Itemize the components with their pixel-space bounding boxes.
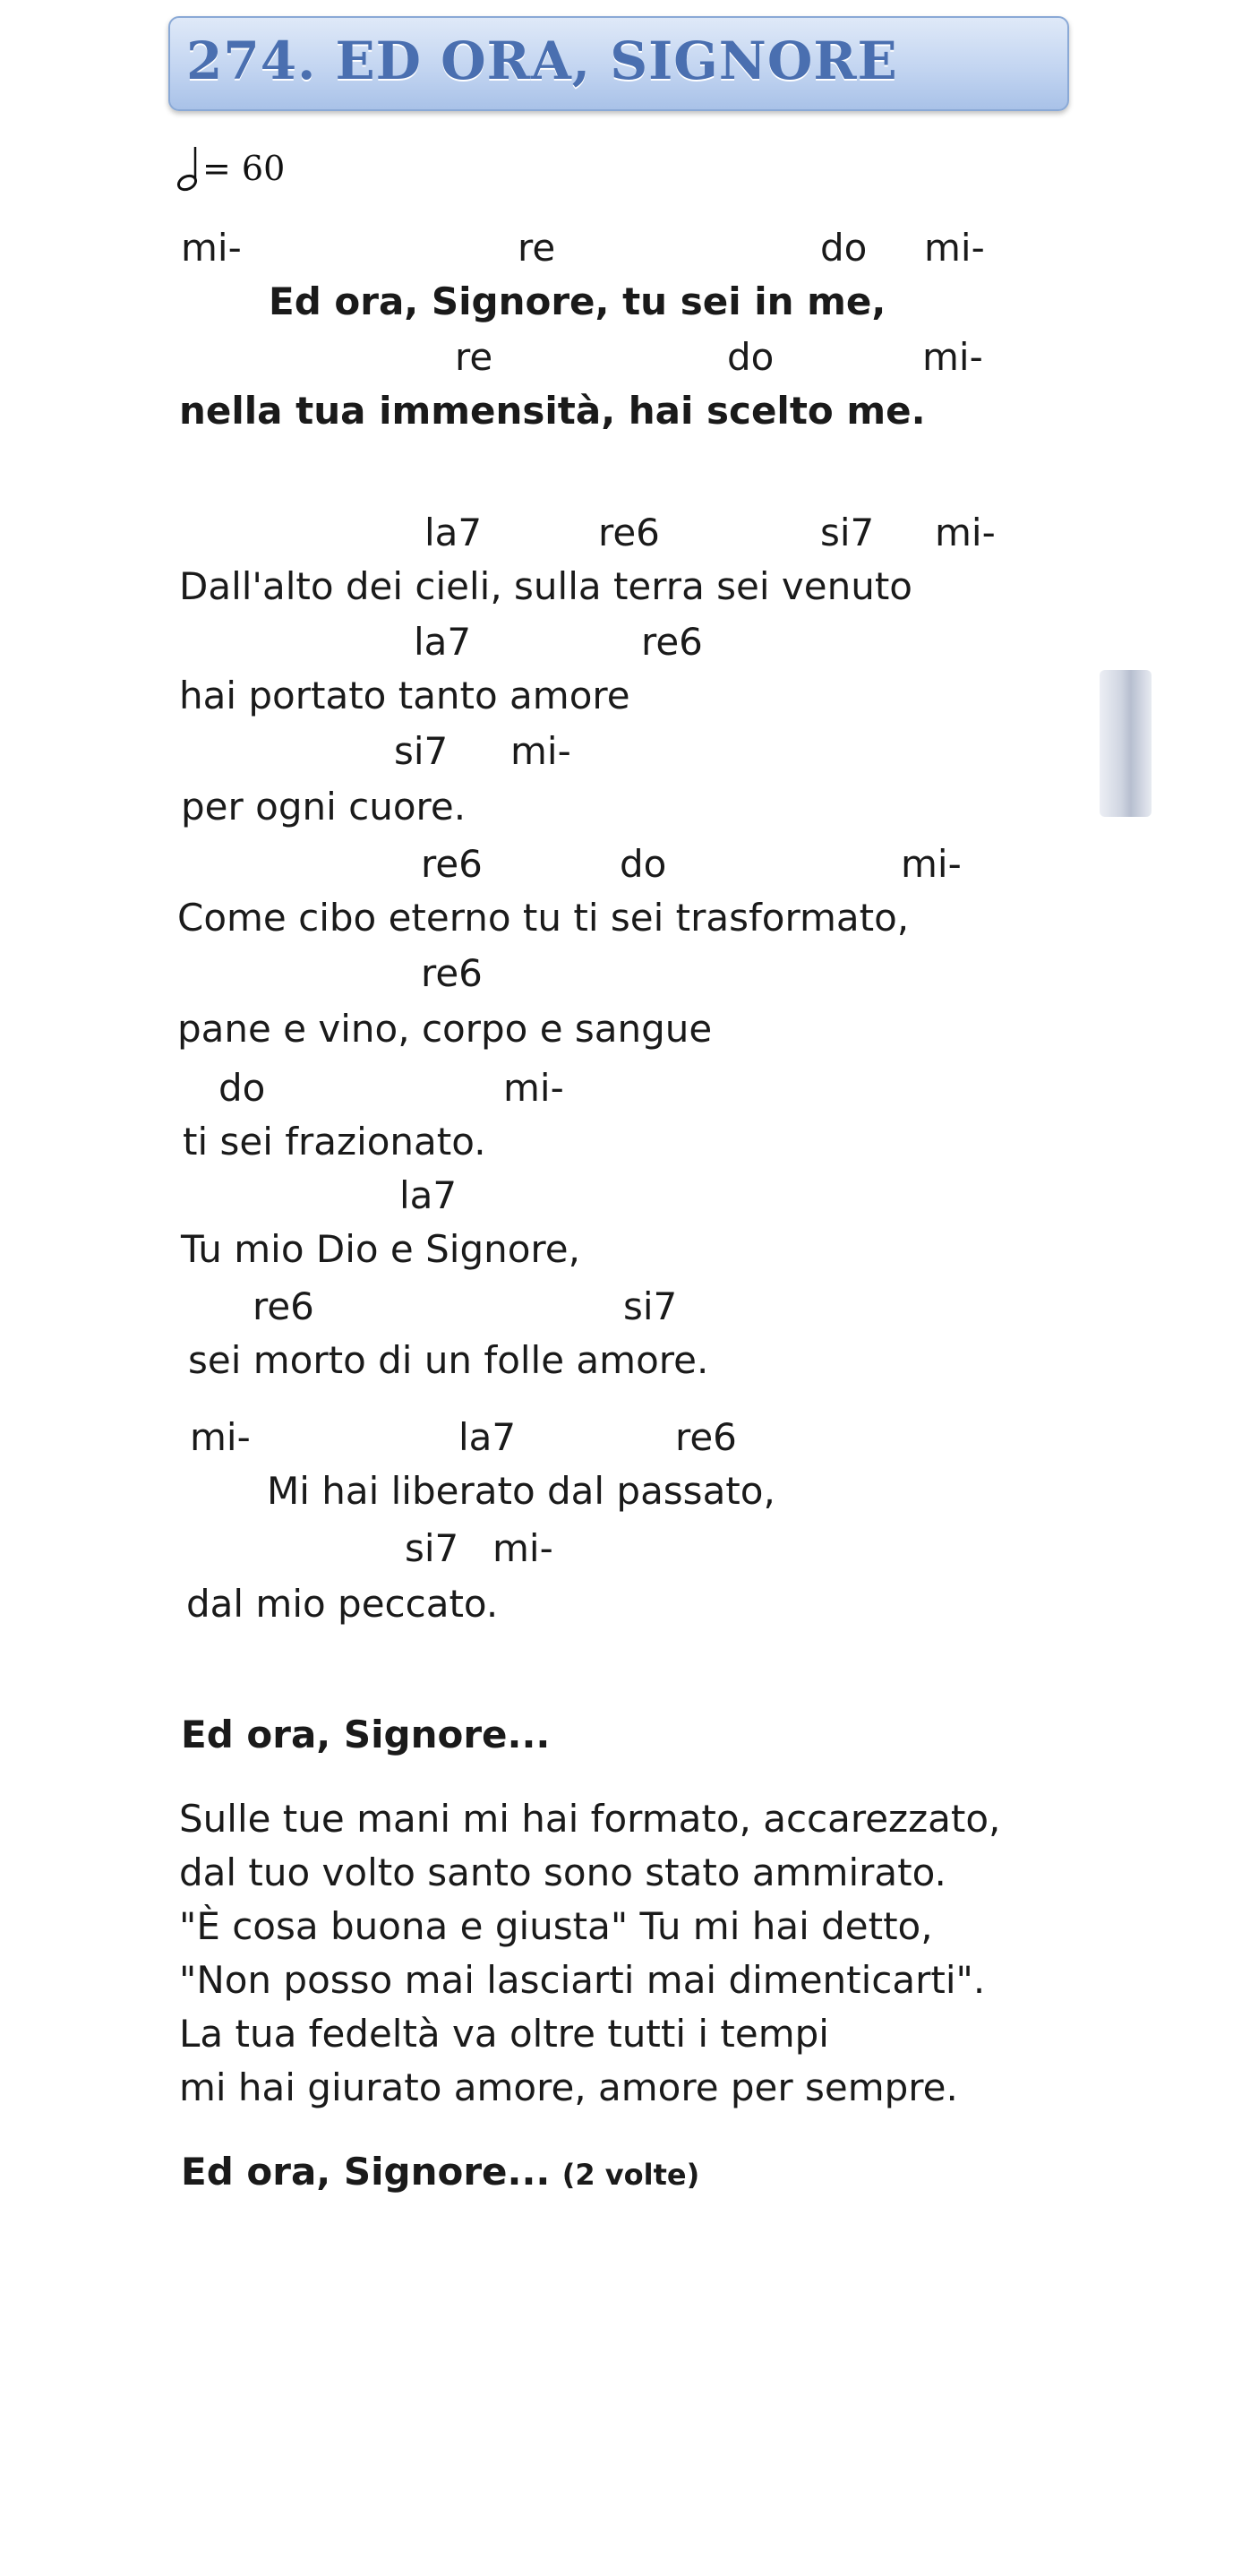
lyric-line: pane e vino, corpo e sangue — [177, 1007, 713, 1051]
stanza-line: La tua fedeltà va oltre tutti i tempi — [179, 2012, 829, 2056]
chord: re — [455, 335, 493, 379]
chord: si7 — [394, 729, 449, 773]
tempo-marking — [176, 143, 285, 193]
refrain-label: Ed ora, Signore... — [181, 2150, 551, 2194]
chord: si7 — [820, 511, 875, 554]
lyric-line: dal mio peccato. — [186, 1582, 499, 1626]
chord: do — [620, 842, 667, 886]
lyric-line: Come cibo eterno tu ti sei trasformato, — [177, 896, 910, 940]
chord: mi- — [510, 729, 571, 773]
chord: re6 — [253, 1284, 314, 1328]
chord: mi- — [935, 511, 996, 554]
chord: re6 — [421, 951, 483, 995]
lyric-line: nella tua immensità, hai scelto me. — [179, 389, 926, 433]
stanza-line: "Non posso mai lasciarti mai dimenticarti". — [179, 1958, 986, 2002]
chord: mi- — [492, 1526, 553, 1570]
chord: si7 — [405, 1526, 459, 1570]
lyric-line: hai portato tanto amore — [179, 674, 630, 717]
chord: mi- — [503, 1066, 564, 1110]
stanza-line: Sulle tue mani mi hai formato, accarezzato, — [179, 1797, 1001, 1841]
chord: re — [518, 226, 556, 270]
chord: mi- — [190, 1415, 251, 1459]
chord: mi- — [181, 226, 242, 270]
chord: re6 — [641, 620, 703, 664]
page-title: 274. ED ORA, SIGNORE — [186, 30, 898, 91]
chord: mi- — [924, 226, 985, 270]
chord: do — [218, 1066, 266, 1110]
stanza-line: "È cosa buona e giusta" Tu mi hai detto, — [179, 1904, 933, 1948]
lyric-line: per ogni cuore. — [181, 785, 467, 829]
stanza-line: dal tuo volto santo sono stato ammirato. — [179, 1850, 946, 1894]
stanza-line: mi hai giurato amore, amore per sempre. — [179, 2065, 958, 2109]
chord: do — [727, 335, 775, 379]
chord: re6 — [675, 1415, 737, 1459]
tempo-value: = 60 — [202, 149, 286, 188]
lyric-line: Tu mio Dio e Signore, — [181, 1227, 580, 1271]
chord: re6 — [421, 842, 483, 886]
lyric-line: Ed ora, Signore, tu sei in me, — [269, 279, 886, 323]
refrain-label: Ed ora, Signore... — [181, 1713, 551, 1756]
refrain-repeat — [181, 2150, 700, 2194]
chord: mi- — [922, 335, 983, 379]
lyric-line: Dall'alto dei cieli, sulla terra sei venuto — [179, 564, 912, 608]
chord: re6 — [598, 511, 660, 554]
chord: do — [820, 226, 868, 270]
title-banner — [168, 16, 1069, 111]
chord: la7 — [414, 620, 472, 664]
chord: si7 — [623, 1284, 678, 1328]
lyric-line: ti sei frazionato. — [183, 1120, 486, 1163]
lyric-line: Mi hai liberato dal passato, — [267, 1469, 775, 1513]
repeat-note: (2 volte) — [561, 2158, 700, 2192]
chord: la7 — [458, 1415, 517, 1459]
half-note-icon — [176, 143, 202, 193]
decorative-image — [1100, 670, 1152, 817]
chord: mi- — [901, 842, 962, 886]
chord: la7 — [424, 511, 483, 554]
lyric-line: sei morto di un folle amore. — [188, 1338, 709, 1382]
chord: la7 — [399, 1173, 458, 1217]
